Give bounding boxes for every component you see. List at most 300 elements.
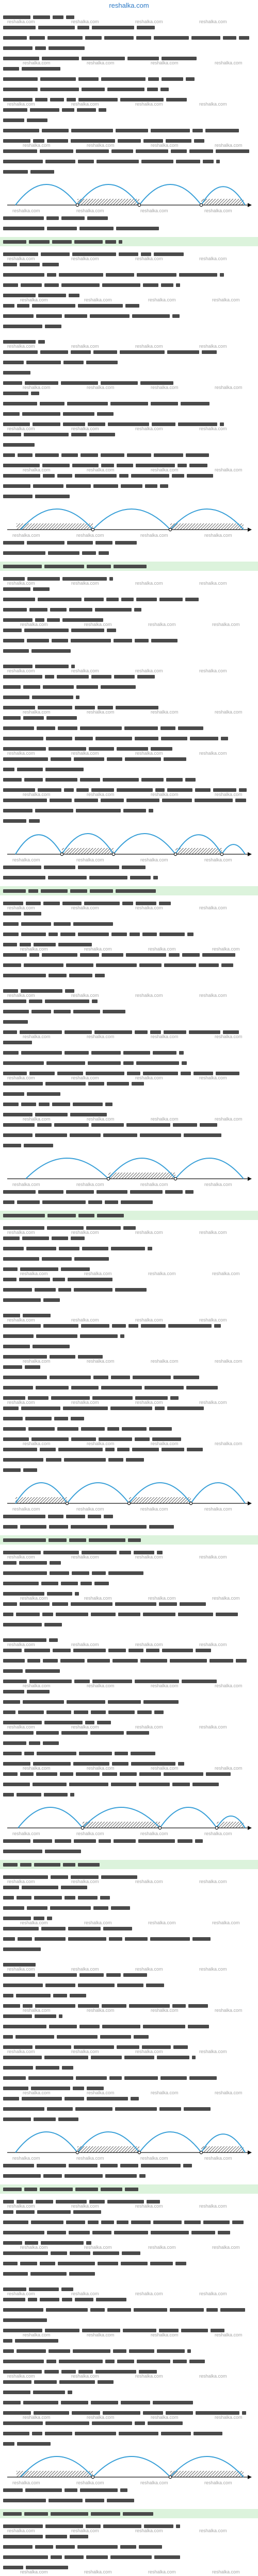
text-segment xyxy=(77,26,89,29)
text-segment xyxy=(111,1376,130,1379)
watermark-text: reshalka.com xyxy=(199,581,227,586)
text-line xyxy=(3,304,142,308)
text-line xyxy=(3,1515,113,1518)
text-segment xyxy=(32,2432,42,2435)
text-segment xyxy=(63,1406,108,1410)
text-segment xyxy=(126,1123,170,1127)
watermark-text: reshalka.com xyxy=(199,1554,227,1560)
text-segment xyxy=(232,2221,244,2224)
watermark-text: reshalka.com xyxy=(151,792,179,797)
text-segment xyxy=(89,747,114,751)
text-segment xyxy=(69,1538,86,1542)
text-segment xyxy=(203,160,214,163)
text-line xyxy=(3,1994,86,1997)
watermark-text: reshalka.com xyxy=(135,1075,163,1080)
text-segment xyxy=(173,2360,187,2363)
text-segment xyxy=(3,1613,13,1616)
text-segment xyxy=(42,263,59,266)
text-segment xyxy=(3,1010,29,1013)
text-segment xyxy=(146,1984,164,1987)
text-segment xyxy=(91,1710,106,1714)
text-segment xyxy=(43,1298,60,1302)
watermark-text: reshalka.com xyxy=(135,581,163,586)
text-line xyxy=(3,889,156,893)
watermark-text: reshalka.com xyxy=(20,297,48,302)
text-line xyxy=(3,2318,53,2322)
watermark-text: reshalka.com xyxy=(140,2156,168,2161)
text-segment xyxy=(93,1376,108,1379)
text-segment xyxy=(17,1896,31,1900)
text-segment xyxy=(164,963,196,967)
number-line-diagram xyxy=(5,1480,253,1510)
site-logo-link[interactable]: reshalka.com xyxy=(109,2,149,9)
interval-arc xyxy=(160,1807,217,1828)
text-segment xyxy=(3,1288,32,1292)
text-segment xyxy=(51,1396,90,1400)
watermark-text: reshalka.com xyxy=(23,467,51,472)
answer-highlight xyxy=(0,2509,258,2518)
hatched-interval xyxy=(77,199,139,205)
text-segment xyxy=(45,2421,89,2425)
watermark-text: reshalka.com xyxy=(212,297,240,302)
text-segment xyxy=(3,665,33,668)
text-segment xyxy=(27,541,64,545)
watermark-text: reshalka.com xyxy=(204,857,232,862)
text-segment xyxy=(50,1355,75,1359)
text-segment xyxy=(159,2107,181,2111)
watermark-text: reshalka.com xyxy=(71,751,99,756)
text-segment xyxy=(35,665,69,668)
text-segment xyxy=(34,2411,69,2415)
watermark-text: reshalka.com xyxy=(148,1271,176,1276)
text-segment xyxy=(19,1278,50,1281)
text-segment xyxy=(78,2004,99,2008)
text-line xyxy=(3,577,113,581)
text-segment xyxy=(143,1700,179,1704)
text-segment xyxy=(17,1200,40,1204)
text-line xyxy=(3,778,199,782)
text-segment xyxy=(3,541,24,545)
text-segment xyxy=(3,216,44,220)
text-segment xyxy=(103,1010,125,1013)
text-segment xyxy=(3,433,21,436)
text-segment xyxy=(36,1731,59,1735)
text-segment xyxy=(3,294,36,297)
text-line xyxy=(3,77,195,81)
text-segment xyxy=(221,737,228,740)
text-segment xyxy=(3,314,34,318)
text-segment xyxy=(153,2401,193,2404)
text-segment xyxy=(71,1417,84,1420)
text-line xyxy=(3,2200,160,2204)
text-line xyxy=(3,1247,152,1250)
text-segment xyxy=(93,484,118,488)
text-segment xyxy=(113,2349,126,2353)
text-segment xyxy=(44,866,75,869)
solution-block xyxy=(0,1635,258,1960)
number-line-point xyxy=(138,2151,140,2154)
text-segment xyxy=(101,1386,142,1389)
text-line xyxy=(3,1561,61,1565)
text-segment xyxy=(3,1020,28,1024)
text-line xyxy=(3,716,79,720)
number-line-point xyxy=(60,853,63,855)
text-line xyxy=(3,263,59,266)
watermark-text: reshalka.com xyxy=(87,792,115,797)
interval-arc xyxy=(139,2132,201,2153)
watermark-text: reshalka.com xyxy=(20,1920,48,1925)
watermark-text: reshalka.com xyxy=(71,2528,99,2533)
text-segment xyxy=(33,1762,71,1766)
text-segment xyxy=(3,2380,31,2384)
text-segment xyxy=(191,2231,215,2234)
text-segment xyxy=(36,314,62,318)
text-segment xyxy=(27,1906,47,1910)
text-segment xyxy=(26,361,61,364)
text-segment xyxy=(112,1659,138,1663)
watermark-text: reshalka.com xyxy=(7,2204,35,2209)
text-segment xyxy=(195,788,211,792)
text-line xyxy=(3,443,35,447)
number-line-point xyxy=(169,528,171,531)
text-segment xyxy=(50,1571,69,1575)
text-segment xyxy=(142,2045,171,2049)
text-segment xyxy=(90,314,130,318)
text-segment xyxy=(139,963,162,967)
text-segment xyxy=(42,464,70,467)
text-segment xyxy=(151,639,178,642)
number-line-diagram xyxy=(5,181,253,211)
text-line xyxy=(3,361,118,364)
text-segment xyxy=(101,77,146,81)
hatched-interval xyxy=(108,1173,175,1179)
text-segment xyxy=(3,1355,47,1359)
text-line xyxy=(3,2174,146,2178)
text-segment xyxy=(3,943,17,946)
text-segment xyxy=(41,252,70,256)
text-line xyxy=(3,1288,147,1292)
text-segment xyxy=(74,1710,88,1714)
text-line xyxy=(3,240,122,244)
watermark-text: reshalka.com xyxy=(71,668,99,673)
watermark-text: reshalka.com xyxy=(87,1683,115,1688)
text-line xyxy=(3,216,108,220)
text-line xyxy=(3,2066,73,2070)
text-segment xyxy=(95,608,132,612)
text-segment xyxy=(33,1345,70,1348)
text-segment xyxy=(155,1406,165,1410)
text-segment xyxy=(115,1752,128,1755)
text-segment xyxy=(3,1863,18,1867)
number-line-diagram xyxy=(5,506,253,536)
text-segment xyxy=(101,2221,114,2224)
text-segment xyxy=(91,675,111,679)
watermark-text: reshalka.com xyxy=(212,2569,240,2574)
text-segment xyxy=(3,1030,17,1034)
text-segment xyxy=(47,618,60,622)
text-segment xyxy=(21,989,62,993)
watermark-text: reshalka.com xyxy=(76,533,104,538)
text-segment xyxy=(35,1288,56,1292)
text-segment xyxy=(36,1772,57,1776)
text-segment xyxy=(181,1072,191,1075)
watermark-text: reshalka.com xyxy=(204,1831,232,1836)
watermark-text: reshalka.com xyxy=(7,344,35,349)
watermark-text: reshalka.com xyxy=(87,1034,115,1039)
watermark-text: reshalka.com xyxy=(84,1271,112,1276)
text-segment xyxy=(3,1458,43,1462)
watermark-text: reshalka.com xyxy=(199,2291,227,2296)
solution-block xyxy=(0,12,258,337)
text-segment xyxy=(3,757,48,761)
text-segment xyxy=(178,464,187,467)
text-segment xyxy=(33,2391,65,2394)
text-line xyxy=(3,943,92,946)
text-line xyxy=(3,1314,56,1317)
text-segment xyxy=(141,160,173,163)
watermark-text: reshalka.com xyxy=(71,2374,99,2379)
watermark-text: reshalka.com xyxy=(7,1879,35,1884)
text-segment xyxy=(52,1602,68,1606)
text-line xyxy=(3,933,194,936)
text-segment xyxy=(60,1772,73,1776)
text-segment xyxy=(76,1772,100,1776)
text-segment xyxy=(3,371,30,375)
text-segment xyxy=(3,608,27,612)
text-segment xyxy=(57,2035,98,2039)
text-segment xyxy=(101,685,136,689)
text-segment xyxy=(119,252,138,256)
text-line xyxy=(3,2221,244,2224)
text-segment xyxy=(124,726,158,730)
text-segment xyxy=(3,67,19,71)
watermark-text: reshalka.com xyxy=(135,256,163,261)
text-segment xyxy=(17,2200,33,2204)
watermark-text: reshalka.com xyxy=(215,1766,243,1771)
text-segment xyxy=(89,1538,125,1542)
text-segment xyxy=(110,402,148,405)
watermark-text: reshalka.com xyxy=(71,1317,99,1323)
text-segment xyxy=(3,799,47,802)
text-line xyxy=(3,1123,217,1127)
text-line xyxy=(3,2272,95,2276)
text-segment xyxy=(190,737,218,740)
text-segment xyxy=(38,294,66,297)
text-segment xyxy=(3,809,33,812)
text-line xyxy=(3,2087,104,2090)
text-segment xyxy=(24,963,63,967)
text-segment xyxy=(3,1103,19,1106)
text-line xyxy=(3,371,30,375)
text-segment xyxy=(31,2221,63,2224)
text-line xyxy=(3,757,186,761)
watermark-text: reshalka.com xyxy=(7,256,35,261)
watermark-text: reshalka.com xyxy=(204,208,232,213)
text-segment xyxy=(35,46,46,50)
text-segment xyxy=(148,77,159,81)
text-segment xyxy=(16,1613,40,1616)
text-segment xyxy=(3,1710,15,1714)
text-segment xyxy=(91,2512,120,2516)
text-segment xyxy=(3,551,45,555)
text-line xyxy=(3,551,109,555)
text-line xyxy=(3,902,171,905)
text-segment xyxy=(78,933,109,936)
number-line-point xyxy=(76,204,78,206)
text-segment xyxy=(69,2272,95,2276)
text-segment xyxy=(47,2231,66,2234)
watermark-text: reshalka.com xyxy=(23,385,51,390)
text-segment xyxy=(82,57,125,60)
text-line xyxy=(3,1324,221,1328)
watermark-text: reshalka.com xyxy=(71,19,99,24)
text-segment xyxy=(50,1906,91,1910)
text-segment xyxy=(35,2004,75,2008)
answer-highlight xyxy=(0,1211,258,1220)
number-line-point xyxy=(76,2151,78,2154)
text-segment xyxy=(139,2545,162,2549)
text-segment xyxy=(20,263,40,266)
text-segment xyxy=(239,36,249,40)
text-segment xyxy=(216,1072,239,1075)
text-segment xyxy=(79,1752,112,1755)
text-segment xyxy=(3,747,46,751)
text-segment xyxy=(111,933,127,936)
watermark-text: reshalka.com xyxy=(20,2569,48,2574)
text-segment xyxy=(27,118,47,122)
text-segment xyxy=(3,1669,23,1673)
text-segment xyxy=(172,474,184,478)
text-segment xyxy=(54,1010,71,1013)
text-segment xyxy=(62,2298,72,2301)
text-segment xyxy=(3,149,37,153)
text-segment xyxy=(3,1267,18,1271)
text-segment xyxy=(96,963,137,967)
text-segment xyxy=(27,1659,40,1663)
watermark-text: reshalka.com xyxy=(76,1506,104,1512)
text-segment xyxy=(66,2221,85,2224)
text-segment xyxy=(3,2117,31,2121)
text-segment xyxy=(103,2411,140,2415)
text-segment xyxy=(150,2262,173,2265)
text-segment xyxy=(114,675,135,679)
text-segment xyxy=(31,1437,69,1441)
text-segment xyxy=(3,170,28,174)
text-segment xyxy=(3,819,26,823)
watermark-text: reshalka.com xyxy=(215,1441,243,1446)
text-segment xyxy=(21,283,42,287)
text-segment xyxy=(61,2370,76,2374)
watermark-text: reshalka.com xyxy=(87,143,115,148)
text-segment xyxy=(28,889,38,893)
text-segment xyxy=(29,36,45,40)
text-line xyxy=(3,1226,136,1230)
watermark-text: reshalka.com xyxy=(7,2049,35,2054)
text-segment xyxy=(3,2329,42,2332)
text-line xyxy=(3,2411,246,2415)
text-segment xyxy=(3,649,29,653)
text-segment xyxy=(3,1947,41,1951)
text-segment xyxy=(46,716,77,720)
text-line xyxy=(3,1772,232,1776)
watermark-text: reshalka.com xyxy=(204,2156,232,2161)
text-segment xyxy=(3,1406,19,1410)
text-line xyxy=(3,999,98,1003)
text-segment xyxy=(182,1061,187,1065)
text-segment xyxy=(236,1659,247,1663)
text-segment xyxy=(108,1458,123,1462)
text-segment xyxy=(3,1963,36,1967)
answer-highlight xyxy=(0,1860,258,1869)
text-line xyxy=(3,1917,52,1920)
watermark-text: reshalka.com xyxy=(71,1642,99,1647)
text-segment xyxy=(20,1772,34,1776)
text-segment xyxy=(80,2488,118,2492)
text-segment xyxy=(3,989,18,993)
text-segment xyxy=(80,778,100,782)
text-line xyxy=(3,1133,222,1137)
text-segment xyxy=(104,36,134,40)
watermark-text: reshalka.com xyxy=(204,1506,232,1512)
text-segment xyxy=(25,1417,52,1420)
text-segment xyxy=(209,1659,233,1663)
text-segment xyxy=(72,252,116,256)
text-segment xyxy=(22,67,60,71)
text-segment xyxy=(147,88,158,91)
text-segment xyxy=(3,160,43,163)
text-line xyxy=(3,2241,91,2245)
text-segment xyxy=(20,1267,58,1271)
watermark-text: reshalka.com xyxy=(135,2374,163,2379)
watermark-text: reshalka.com xyxy=(71,1724,99,1730)
interval-arc xyxy=(139,184,201,205)
text-segment xyxy=(131,2221,151,2224)
watermark-text: reshalka.com xyxy=(84,2569,112,2574)
text-line xyxy=(3,227,163,230)
text-segment xyxy=(3,1571,47,1575)
watermark-text: reshalka.com xyxy=(135,19,163,24)
text-segment xyxy=(167,1406,204,1410)
text-segment xyxy=(97,1214,124,1217)
text-segment xyxy=(134,2308,167,2312)
text-segment xyxy=(205,129,239,132)
text-segment xyxy=(46,2308,88,2312)
text-line xyxy=(3,2555,180,2559)
text-segment xyxy=(61,283,100,287)
text-line xyxy=(3,2329,224,2332)
text-segment xyxy=(21,922,51,926)
text-segment xyxy=(35,98,47,101)
text-segment xyxy=(162,77,183,81)
text-line xyxy=(3,2251,141,2255)
text-segment xyxy=(3,495,33,498)
text-segment xyxy=(35,2545,53,2549)
text-segment xyxy=(3,1298,41,1302)
text-segment xyxy=(64,2174,103,2178)
text-segment xyxy=(123,2329,156,2332)
watermark-text: reshalka.com xyxy=(140,1506,168,1512)
text-segment xyxy=(74,757,104,761)
text-segment xyxy=(188,2025,209,2028)
text-segment xyxy=(216,160,220,163)
watermark-text: reshalka.com xyxy=(199,101,227,107)
text-line xyxy=(3,1947,41,1951)
text-segment xyxy=(3,1417,23,1420)
number-line-diagram xyxy=(5,1804,253,1834)
text-line xyxy=(3,1613,243,1616)
text-segment xyxy=(3,412,20,416)
text-segment xyxy=(29,2287,59,2291)
